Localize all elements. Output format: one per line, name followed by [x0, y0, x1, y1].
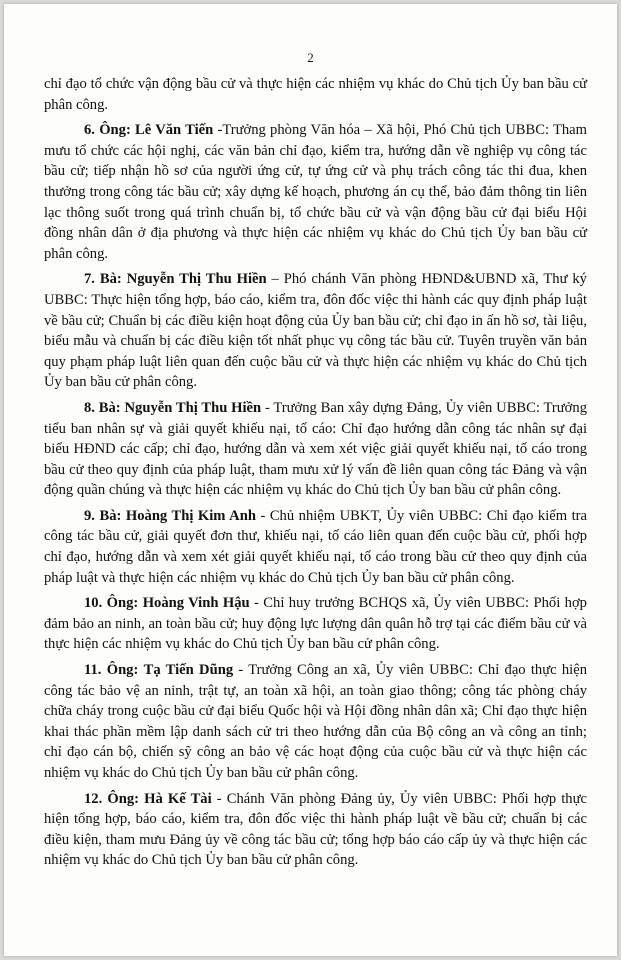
document-page: [4, 4, 617, 956]
member-title: Bà:: [98, 399, 121, 416]
intro-continuation-paragraph: chỉ đạo tổ chức vận động bầu cử và thực hiện các nhiệm vụ khác do Chủ tịch Ủy ban bầu cử phân công.: [44, 76, 587, 113]
member-name: Nguyễn Thị Thu Hiền: [124, 399, 262, 416]
member-number: 12.: [84, 790, 103, 807]
member-number: 8.: [84, 399, 95, 416]
member-description: – Phó chánh Văn phòng HĐND&UBND xã, Thư ký UBBC: Thực hiện tổng hợp, báo cáo, kiểm tra, đôn đốc việc thi hành các quy định pháp luật về bầu cử; Chuẩn bị các điều kiện hoạt động của Ủy ban bầu cử; chỉ đạo in ấn hồ sơ, tài liệu, biểu mẫu và chuẩn bị các điều kiện tốt nhất phục vụ công tác bầu cử. Tuyên truyền văn bản quy phạm pháp luật liên quan đến cuộc bầu cử và thực hiện các nhiệm vụ khác do Chủ tịch Ủy ban bầu cử phân công.: [44, 271, 587, 391]
member-name: Nguyễn Thị Thu Hiền: [126, 271, 267, 288]
member-title: Bà:: [99, 271, 122, 288]
member-title: Ông:: [107, 790, 139, 807]
member-description: - Trưởng Công an xã, Ủy viên UBBC: Chỉ đạo thực hiện công tác bảo vệ an ninh, trật tự, an toàn xã hội, an toàn giao thông; công tác phòng cháy chữa cháy trong cuộc bầu cử đại biểu Quốc hội và Hội đồng nhân dân xã; Chỉ đạo thực hiện khai thác phần mềm lập danh sách cử tri theo hướng dẫn của Bộ công an và công an tỉnh; chỉ đạo cán bộ, chiến sỹ công an bảo vệ các hoạt động của cuộc bầu cử và thực hiện các nhiệm vụ khác do Chủ tịch Ủy ban bầu cử phân công.: [44, 662, 588, 781]
member-title: Ông:: [99, 122, 131, 139]
member-name: Hoàng Thị Kim Anh: [125, 507, 256, 524]
member-name: Hoàng Vinh Hậu: [142, 595, 250, 612]
member-paragraph-9: [44, 506, 587, 588]
member-title: Bà:: [99, 507, 122, 524]
member-number: 7.: [84, 271, 95, 288]
member-number: 6.: [84, 122, 95, 139]
member-paragraph-7: [44, 269, 587, 393]
member-paragraph-11: [44, 660, 587, 784]
page-number: 2: [307, 50, 314, 65]
member-paragraph-10: [44, 593, 587, 655]
document-body: [44, 74, 587, 876]
member-paragraph-8: [44, 398, 587, 501]
member-number: 11.: [84, 662, 102, 679]
member-paragraph-6: [44, 120, 587, 264]
member-name: Tạ Tiến Dũng: [143, 662, 234, 679]
member-number: 10.: [84, 595, 103, 612]
member-description: - Chỉ huy trưởng BCHQS xã, Ủy viên UBBC: Phối hợp đảm bảo an ninh, an toàn bầu cử; huy động lực lượng dân quân hỗ trợ tại các điểm bầu cử và thực hiện các nhiệm vụ khác do Chủ tịch Ủy ban bầu cử phân công.: [44, 595, 587, 653]
member-description: - Chủ nhiệm UBKT, Ủy viên UBBC: Chỉ đạo kiểm tra công tác bầu cử, giải quyết đơn thư, khiếu nại, tố cáo liên quan đến cuộc bầu cử, phối hợp chỉ đạo, hướng dẫn và xem xét giải quyết khiếu nại, tố cáo trong bầu cử theo quy định của pháp luật và thực hiện các nhiệm vụ khác do Chủ tịch Ủy ban bầu cử phân công.: [44, 507, 587, 586]
member-title: Ông:: [106, 662, 139, 679]
member-description: - Chánh Văn phòng Đảng ủy, Ủy viên UBBC: Phối hợp thực hiện tổng hợp, báo cáo, kiểm tra, đôn đốc việc thi hành pháp luật về bầu cử; chuẩn bị các điều kiện, tham mưu Đảng ủy về công tác bầu cử; tổng hợp báo cáo cấp ủy và thực hiện các nhiệm vụ khác do Chủ tịch Ủy ban bầu cử phân công.: [44, 790, 587, 869]
member-description: - Trưởng Ban xây dựng Đảng, Ủy viên UBBC: Trưởng tiểu ban nhân sự và giải quyết khiếu nại, tố cáo: Chỉ đạo hướng dẫn công tác nhân sự đại biểu HĐND các cấp; chỉ đạo, hướng dẫn và xem xét việc giải quyết khiếu nại, tố cáo trong bầu cử theo quy định của pháp luật, tham mưu xử lý vấn đề liên quan công tác Đảng và vận động quần chúng và thực hiện các nhiệm vụ khác do Chủ tịch Ủy ban bầu cử phân công.: [44, 399, 587, 499]
member-title: Ông:: [106, 595, 139, 612]
member-name: Lê Văn Tiến: [135, 122, 214, 139]
member-paragraph-12: [44, 789, 587, 871]
member-name: Hà Kế Tài: [144, 790, 212, 807]
member-number: 9.: [84, 507, 95, 524]
member-description: -Trưởng phòng Văn hóa – Xã hội, Phó Chủ tịch UBBC: Tham mưu tổ chức các hội nghị, các văn bản chỉ đạo, kiểm tra, hướng dẫn về nghiệp vụ công tác bầu cử; tiếp nhận hồ sơ của người ứng cử, tự ứng cử và phụ trách công tác thi đua, khen thưởng trong công tác bầu cử; xây dựng kế hoạch, phương án cụ thể, bảo đảm thông tin liên lạc thông suốt trong quá trình chuẩn bị, tổ chức bầu cử và vận động bầu cử đại biểu Hội đồng nhân dân ở địa phương và thực hiện các nhiệm vụ khác do Chủ tịch Ủy ban bầu cử phân công.: [44, 122, 587, 262]
